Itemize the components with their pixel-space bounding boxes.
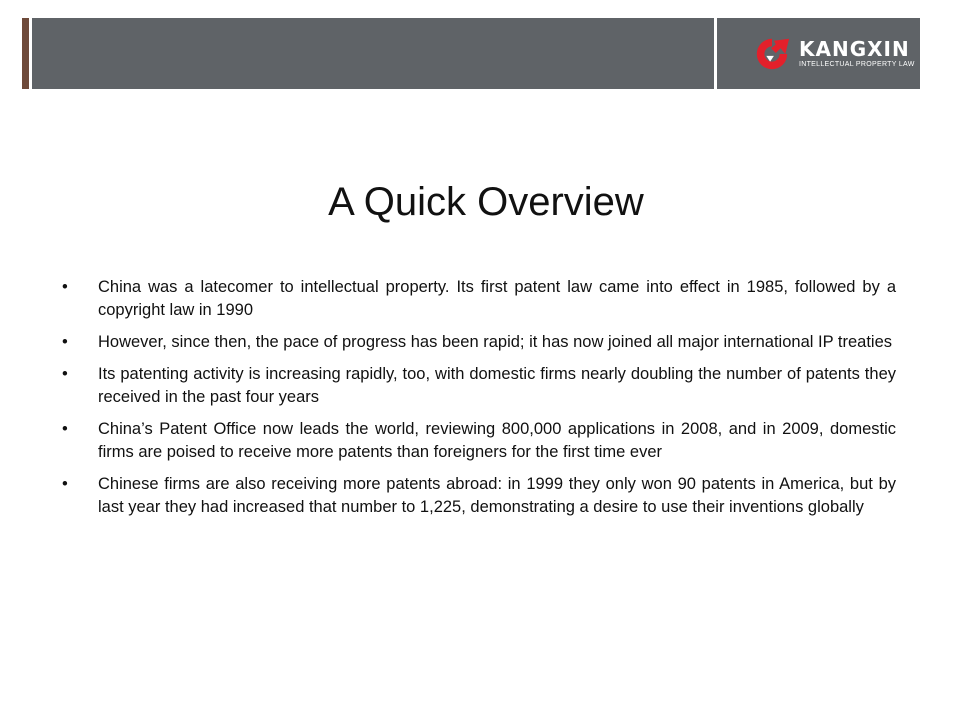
list-item (62, 276, 896, 322)
bullet-icon: • (62, 475, 68, 493)
bullet-icon: • (62, 420, 68, 438)
slide-title: A Quick Overview (328, 180, 644, 224)
list-item (62, 331, 896, 354)
list-item (62, 418, 896, 464)
bullet-icon: • (62, 278, 68, 296)
bullet-text: Its patenting activity is increasing rapidly, too, with domestic firms nearly doubling the number of patents they received in the past four years (98, 365, 896, 406)
list-item (62, 363, 896, 409)
header-bar (22, 18, 920, 89)
kangxin-arrow-logo-icon (753, 35, 791, 73)
bullet-text: China’s Patent Office now leads the world, reviewing 800,000 applications in 2008, and in 2009, domestic firms are poised to receive more patents than foreigners for the first time ever (98, 420, 896, 461)
bullet-text: However, since then, the pace of progress has been rapid; it has now joined all major international IP treaties (98, 333, 892, 351)
bullet-list (62, 276, 896, 528)
bullet-text: Chinese firms are also receiving more patents abroad: in 1999 they only won 90 patents in America, but by last year they had increased that number to 1,225, demonstrating a desire to use their inventions globally (98, 475, 896, 516)
header-accent-stripe (22, 18, 29, 89)
bullet-icon: • (62, 333, 68, 351)
bullet-icon: • (62, 365, 68, 383)
logo-name: KANGXIN (799, 37, 910, 61)
header-accent-gap (29, 18, 32, 89)
logo-tagline: INTELLECTUAL PROPERTY LAW (799, 61, 915, 68)
bullet-text: China was a latecomer to intellectual property. Its first patent law came into effect in 1985, followed by a copyright law in 1990 (98, 278, 896, 319)
list-item (62, 473, 896, 519)
logo-panel (717, 18, 920, 89)
